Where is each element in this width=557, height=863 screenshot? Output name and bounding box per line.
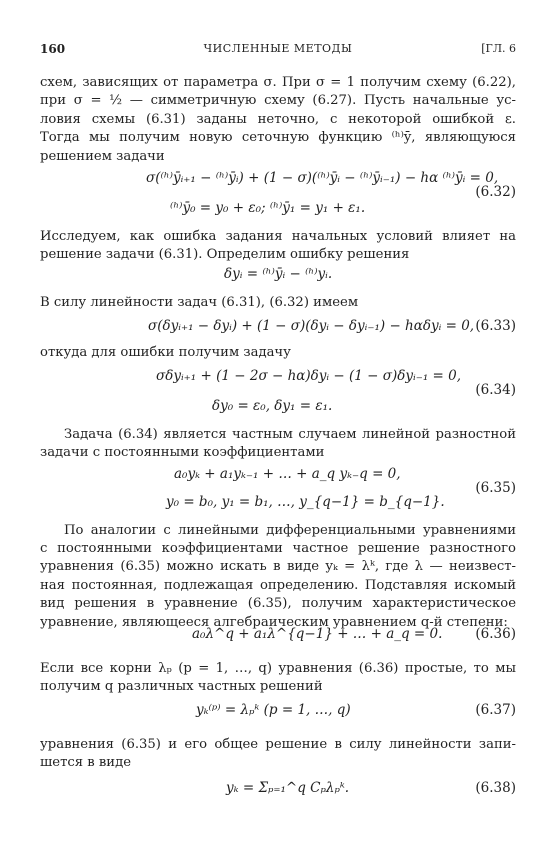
text-line: уравнения (6.35) можно искать в виде yₖ = λᵏ, где λ — неизвест- <box>40 559 516 575</box>
formula-line: y₀ = b₀, y₁ = b₁, …, y_{q−1} = b_{q−1}. <box>166 494 445 510</box>
equation-number: (6.33) <box>475 318 516 334</box>
text-line: В силу линейности задач (6.31), (6.32) имеем <box>40 295 359 310</box>
formula-line: σ(⁽ʰ⁾ȳᵢ₊₁ − ⁽ʰ⁾ȳᵢ) + (1 − σ)(⁽ʰ⁾ȳᵢ − ⁽ʰ⁾ȳᵢ₋₁) − hα ⁽ʰ⁾ȳᵢ = 0, <box>146 170 499 186</box>
formula-6-34 <box>40 368 516 418</box>
paragraph-6 <box>40 522 516 540</box>
formula-line: σδyᵢ₊₁ + (1 − 2σ − hα)δyᵢ − (1 − σ)δyᵢ₋₁ = 0, <box>156 368 462 384</box>
paragraph-8 <box>40 736 516 773</box>
page-header <box>40 42 516 58</box>
text-line: откуда для ошибки получим задачу <box>40 345 291 360</box>
text-line: задачи с постоянными коэффициентами <box>40 445 325 460</box>
equation-number: (6.38) <box>475 780 516 796</box>
formula-line: δy₀ = ε₀, δy₁ = ε₁. <box>212 398 333 414</box>
text-line: получим q различных частных решений <box>40 679 323 695</box>
formula-6-36 <box>40 626 516 646</box>
text-line: уравнения (6.35) и его общее решение в силу линейности запи- <box>40 737 516 752</box>
text-line: ная постоянная, подлежащая определению. Подставляя искомый <box>40 577 516 593</box>
text-line: По аналогии с линейными дифференциальными уравнениями <box>64 523 516 538</box>
paragraph-5 <box>40 426 516 444</box>
text-line: схем, зависящих от параметра σ. При σ = 1 получим схему (6.22), <box>40 75 516 90</box>
equation-number: (6.37) <box>475 702 516 718</box>
paragraph-2 <box>40 228 516 265</box>
formula-6-33 <box>40 318 516 338</box>
chapter-label: [ГЛ. 6 <box>481 42 516 55</box>
text-line: Если все корни λₚ (p = 1, …, q) уравнения (6.36) простые, то мы <box>40 661 516 676</box>
paragraph-4 <box>40 344 516 362</box>
equation-number: (6.32) <box>475 184 516 200</box>
text-line: при σ = ½ — симметричную схему (6.27). Пусть начальные ус- <box>40 93 516 109</box>
equation-number: (6.35) <box>475 480 516 496</box>
formula-6-37 <box>40 702 516 722</box>
formula-error-definition <box>40 266 516 286</box>
formula-6-35 <box>40 466 516 514</box>
text-line: уравнение, являющееся алгебраическим уравнением q-й степени: <box>40 614 508 630</box>
equation-number: (6.34) <box>475 382 516 398</box>
formula-6-32 <box>40 170 516 222</box>
text-line: вид решения в уравнение (6.35), получим характеристическое <box>40 596 516 612</box>
text-line: Исследуем, как ошибка задания начальных условий влияет на <box>40 229 516 244</box>
formula-line: σ(δyᵢ₊₁ − δyᵢ) + (1 − σ)(δyᵢ − δyᵢ₋₁) − hαδyᵢ = 0, <box>148 318 475 334</box>
paragraph-5-cont <box>40 444 516 462</box>
text-line: с постоянными коэффициентами частное решение разностного <box>40 541 516 556</box>
paragraph-3 <box>40 294 516 312</box>
formula-line: a₀λ^q + a₁λ^{q−1} + … + a_q = 0. <box>192 626 443 642</box>
formula-6-38 <box>40 780 516 802</box>
formula-line: a₀yₖ + a₁yₖ₋₁ + … + a_q yₖ₋q = 0, <box>174 466 401 482</box>
paragraph-6-cont <box>40 540 516 632</box>
text-line: шется в виде <box>40 755 132 771</box>
paragraph-1 <box>40 74 516 166</box>
running-title: ЧИСЛЕННЫЕ МЕТОДЫ <box>203 42 353 55</box>
text-line: Задача (6.34) является частным случаем линейной разностной <box>64 427 516 442</box>
formula-line: δyᵢ = ⁽ʰ⁾ȳᵢ − ⁽ʰ⁾yᵢ. <box>224 266 333 282</box>
formula-line: ⁽ʰ⁾ȳ₀ = y₀ + ε₀; ⁽ʰ⁾ȳ₁ = y₁ + ε₁. <box>170 200 366 216</box>
page-number: 160 <box>40 42 66 56</box>
formula-line: yₖ = Σₚ₌₁^q Cₚλₚᵏ. <box>226 780 350 796</box>
text-line: ловия схемы (6.31) заданы неточно, с некоторой ошибкой ε. <box>40 111 516 127</box>
text-line: решением задачи <box>40 148 165 164</box>
equation-number: (6.36) <box>475 626 516 642</box>
text-line: Тогда мы получим новую сеточную функцию ⁽ʰ⁾ȳ, являющуюся <box>40 130 516 146</box>
text-line: решение задачи (6.31). Определим ошибку решения <box>40 247 410 263</box>
paragraph-7 <box>40 660 516 697</box>
formula-line: yₖ⁽ᵖ⁾ = λₚᵏ (p = 1, …, q) <box>196 702 351 718</box>
